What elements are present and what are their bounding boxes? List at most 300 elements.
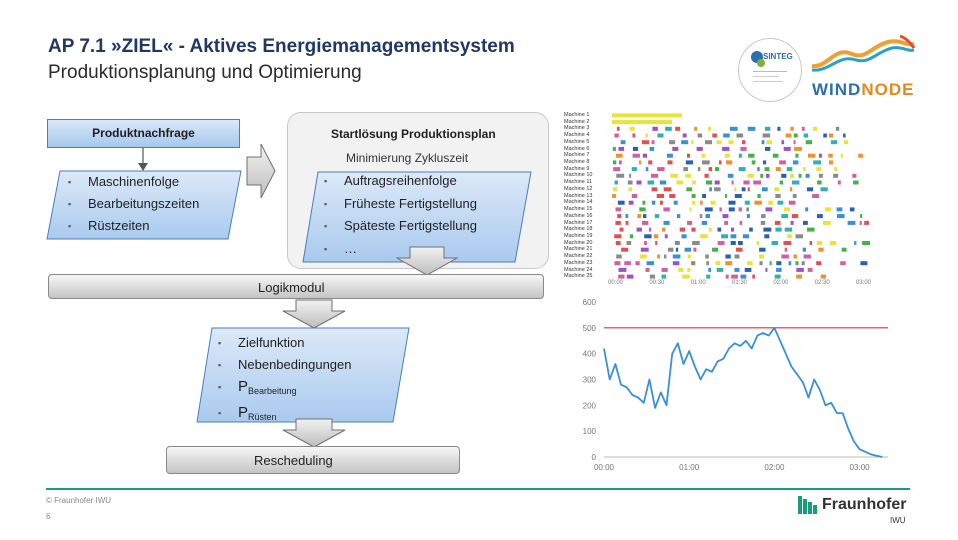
logic-item-p-bearbeitung: ▪ $P_{Bearbeitung}$ [218, 376, 352, 402]
gantt-bar [803, 248, 806, 252]
start-item: ▪ Früheste Fertigstellung [324, 193, 477, 216]
gantt-bar [619, 147, 625, 151]
gantt-bar [616, 174, 624, 178]
gantt-bar [808, 268, 813, 272]
gantt-bar [741, 275, 747, 279]
gantt-bar [762, 187, 768, 191]
rescheduling-label: Rescheduling [254, 453, 333, 468]
gantt-machine-label: Machine 17 [564, 219, 593, 226]
gantt-bar [660, 201, 663, 205]
gantt-bar [657, 255, 660, 259]
gantt-bar [737, 134, 744, 138]
gantt-bar [651, 174, 658, 178]
gantt-bar [757, 194, 760, 198]
gantt-bar [715, 181, 720, 185]
gantt-bar [667, 154, 673, 158]
gantt-bar [657, 134, 663, 138]
gantt-bar [616, 255, 622, 259]
gantt-bar [860, 261, 867, 265]
fraunhofer-sub: IWU [890, 516, 906, 525]
gantt-bar [752, 275, 755, 279]
gantt-bar [675, 241, 680, 245]
gantt-bar [706, 275, 710, 279]
gantt-bar [693, 248, 696, 252]
gantt-bar [615, 221, 620, 225]
gantt-bar [685, 174, 691, 178]
gantt-machine-label: Machine 25 [564, 273, 593, 280]
gantt-bar [787, 234, 792, 238]
gantt-bar [739, 167, 746, 171]
gantt-bar [662, 268, 668, 272]
gantt-machine-label: Machine 22 [564, 253, 593, 260]
gantt-bar [619, 268, 627, 272]
gantt-machine-label: Machine 8 [564, 159, 590, 166]
gantt-bar [842, 248, 847, 252]
gantt-bar [689, 207, 691, 211]
gantt-bar [742, 140, 745, 144]
gantt-machine-label: Machine 18 [564, 226, 593, 233]
gantt-bar [765, 147, 770, 151]
y-tick-label: 100 [582, 427, 596, 437]
gantt-bar [692, 241, 700, 245]
gantt-machine-label: Machine 2 [564, 118, 590, 125]
gantt-bar [794, 147, 802, 151]
gantt-bar [730, 127, 738, 131]
copyright: © Fraunhofer IWU [46, 496, 112, 505]
gantt-bar [618, 201, 625, 205]
gantt-bar [781, 174, 786, 178]
x-tick-label: 00:00 [593, 463, 615, 472]
gantt-machine-label: Machine 11 [564, 179, 593, 186]
down-block-arrow-icon [396, 246, 458, 276]
gantt-bar [698, 134, 703, 138]
gantt-bar [775, 194, 780, 198]
gantt-bar [708, 268, 711, 272]
gantt-bar [648, 160, 652, 164]
gantt-bar [682, 234, 687, 238]
gantt-bar [836, 127, 839, 131]
gantt-bar [817, 241, 822, 245]
gantt-bar [729, 201, 736, 205]
gantt-bar [821, 187, 828, 191]
gantt-bar [731, 228, 734, 232]
gantt-bar [700, 201, 703, 205]
gantt-bar [725, 261, 732, 265]
y-tick-label: 300 [582, 375, 596, 385]
logic-list [218, 332, 352, 428]
gantt-machine-label: Machine 19 [564, 232, 593, 239]
gantt-bar [743, 234, 749, 238]
gantt-bar [760, 174, 763, 178]
gantt-bar [663, 207, 669, 211]
gantt-x-tick: 00:00 [608, 280, 624, 286]
gantt-bar [768, 201, 773, 205]
gantt-bar [646, 167, 649, 171]
start-item: ▪ … [324, 238, 477, 261]
gantt-bar [761, 214, 766, 218]
gantt-bar [837, 214, 845, 218]
gantt-bar [774, 187, 779, 191]
gantt-bar [712, 134, 717, 138]
gantt-bar [669, 194, 675, 198]
gantt-bar [668, 160, 673, 164]
gantt-bar [723, 134, 730, 138]
demand-box [47, 119, 240, 148]
gantt-bar [725, 154, 730, 158]
gantt-bar [724, 221, 728, 225]
gantt-bar [616, 241, 621, 245]
slide-subtitle: Produktionsplanung und Optimierung [48, 62, 362, 83]
gantt-bar [637, 214, 641, 218]
gantt-bar [709, 187, 712, 191]
gantt-bar [787, 167, 793, 171]
gantt-bar [697, 147, 703, 151]
gantt-bar [793, 194, 797, 198]
gantt-bar [786, 134, 792, 138]
gantt-bar [728, 174, 734, 178]
gantt-bar [784, 207, 790, 211]
gantt-bar [614, 234, 621, 238]
gantt-bar [747, 261, 753, 265]
gantt-bar [803, 167, 806, 171]
gantt-machine-label: Machine 20 [564, 239, 593, 246]
gantt-bar [819, 174, 823, 178]
gantt-bar [790, 187, 792, 191]
gantt-bar [621, 140, 626, 144]
gantt-bar [813, 160, 821, 164]
gantt-bar [721, 234, 728, 238]
gantt-bar [719, 160, 722, 164]
gantt-bar [674, 201, 678, 205]
gantt-bar [633, 134, 636, 138]
gantt-bar [642, 201, 645, 205]
gantt-bar [781, 140, 784, 144]
gantt-bar [776, 167, 781, 171]
gantt-bar [806, 140, 812, 144]
gantt-bar [753, 181, 761, 185]
gantt-machine-label: Machine 21 [564, 246, 593, 253]
gantt-bar [796, 268, 804, 272]
gantt-bar [781, 214, 788, 218]
y-tick-label: 600 [582, 298, 596, 307]
gantt-bar [702, 154, 706, 158]
gantt-bar [734, 187, 736, 191]
gantt-bars [608, 112, 884, 280]
gantt-bar [726, 275, 729, 279]
gantt-bar [644, 234, 651, 238]
gantt-bar [862, 241, 870, 245]
gantt-bar [796, 234, 804, 238]
gantt-bar [706, 214, 711, 218]
gantt-machine-label: Machine 6 [564, 145, 590, 152]
gantt-bar [729, 207, 735, 211]
gantt-bar [613, 147, 616, 151]
gantt-bar [635, 261, 639, 265]
gantt-bar [626, 221, 629, 225]
page-number: 6 [46, 512, 51, 521]
gantt-bar [763, 228, 771, 232]
gantt-bar [613, 167, 620, 171]
gantt-bar [706, 261, 709, 265]
gantt-bar [630, 234, 633, 238]
gantt-bar [660, 181, 666, 185]
y-tick-label: 400 [582, 349, 596, 359]
gantt-bar [763, 134, 771, 138]
gantt-bar [686, 187, 692, 191]
gantt-bar [632, 194, 638, 198]
gantt-bar [726, 160, 732, 164]
gantt-bar [637, 181, 642, 185]
gantt-bar [652, 201, 656, 205]
gantt-bar [775, 221, 781, 225]
gantt-bar [624, 261, 631, 265]
gantt-bar [673, 255, 681, 259]
gantt-bar [685, 248, 692, 252]
gantt-bar [766, 174, 770, 178]
gantt-bar [718, 228, 722, 232]
gantt-bar [614, 134, 618, 138]
gantt-bar [752, 160, 756, 164]
gantt-bar [711, 201, 716, 205]
gantt-bar [691, 261, 695, 265]
gantt-x-tick: 02:30 [814, 280, 830, 286]
gantt-bar [641, 248, 649, 252]
gantt-bar [647, 261, 654, 265]
gantt-bar [650, 147, 655, 151]
gantt-bar [672, 147, 678, 151]
gantt-machine-label: Machine 3 [564, 125, 590, 132]
gantt-bar [823, 134, 827, 138]
gantt-bar [840, 261, 846, 265]
gantt-x-axis [608, 280, 884, 290]
gantt-bar [757, 241, 759, 245]
gantt-bar [612, 194, 616, 198]
gantt-bar [643, 214, 646, 218]
gantt-bar [681, 140, 688, 144]
gantt-bar [779, 160, 786, 164]
gantt-bar [790, 127, 793, 131]
gantt-bar [676, 248, 678, 252]
gantt-bar [740, 147, 746, 151]
gantt-machine-label: Machine 24 [564, 266, 593, 273]
gantt-bar [843, 134, 846, 138]
gantt-bar [705, 140, 712, 144]
gantt-x-tick: 02:00 [773, 280, 789, 286]
demand-item: ▪ Bearbeitungszeiten [68, 193, 199, 215]
y-tick-label: 200 [582, 401, 596, 411]
gantt-bar [860, 221, 862, 225]
sinteg-text: SINTEG [763, 52, 793, 61]
gantt-bar [729, 140, 734, 144]
gantt-bar [732, 181, 734, 185]
gantt-bar [813, 127, 817, 131]
gantt-bar [646, 268, 650, 272]
gantt-bar [776, 268, 782, 272]
windnode-wave-icon [810, 32, 915, 77]
gantt-bar [673, 261, 680, 265]
gantt-bar [680, 228, 685, 232]
gantt-bar [743, 181, 749, 185]
gantt-bar [739, 207, 742, 211]
gantt-bar [791, 221, 794, 225]
gantt-bar [627, 275, 634, 279]
gantt-bar [694, 127, 697, 131]
gantt-machine-label: Machine 15 [564, 206, 593, 213]
down-block-arrow-icon [282, 418, 346, 448]
gantt-bar [784, 241, 792, 245]
gantt-bar [702, 221, 707, 225]
gantt-bar [805, 207, 808, 211]
gantt-bar [702, 160, 710, 164]
gantt-bar [806, 174, 810, 178]
gantt-bar [850, 207, 855, 211]
gantt-bar [848, 221, 856, 225]
gantt-chart [564, 112, 884, 290]
gantt-bar [858, 154, 863, 158]
gantt-bar [738, 241, 743, 245]
gantt-bar [687, 268, 690, 272]
gantt-bar [731, 241, 736, 245]
gantt-machine-label: Machine 1 [564, 112, 590, 118]
gantt-bar [735, 255, 740, 259]
gantt-bar [770, 261, 772, 265]
gantt-bar [706, 181, 712, 185]
gantt-bar [617, 214, 621, 218]
gantt-bar [766, 140, 772, 144]
gantt-bar [692, 201, 695, 205]
gantt-bar [691, 228, 695, 232]
gantt-bar [705, 207, 713, 211]
gantt-bar [864, 221, 869, 225]
gantt-bar [776, 261, 781, 265]
gantt-bar [778, 201, 784, 205]
gantt-bar [662, 228, 665, 232]
gantt-bar [642, 221, 648, 225]
gantt-bar [762, 140, 765, 144]
gantt-bar [650, 275, 655, 279]
gantt-bar [790, 174, 794, 178]
gantt-bar [745, 201, 750, 205]
gantt-bar [682, 275, 690, 279]
gantt-machine-label: Machine 23 [564, 259, 593, 266]
logic-item-p-ruesten: ▪ $P_{Rüsten}$ [218, 402, 352, 428]
gantt-bar [777, 127, 780, 131]
gantt-bar [715, 167, 719, 171]
gantt-bar [633, 154, 640, 158]
gantt-bar [792, 214, 798, 218]
gantt-bar [736, 248, 743, 252]
gantt-bar [691, 140, 694, 144]
gantt-bar [739, 154, 742, 158]
sinteg-logo [738, 38, 802, 102]
gantt-bar [629, 174, 631, 178]
gantt-bar [654, 234, 659, 238]
fraunhofer-logo [798, 494, 918, 528]
gantt-bar [657, 194, 664, 198]
demand-item: ▪ Maschinenfolge [68, 171, 199, 193]
gantt-bar [816, 167, 821, 171]
gantt-bar [825, 207, 831, 211]
gantt-machine-label: Machine 7 [564, 152, 590, 159]
x-tick-label: 03:00 [849, 463, 870, 472]
gantt-bar [785, 248, 788, 252]
gantt-bar [785, 228, 792, 232]
load-line-chart [566, 292, 906, 478]
gantt-bar [687, 154, 690, 158]
gantt-bar [627, 241, 632, 245]
gantt-bar [725, 194, 727, 198]
right-block-arrow-icon [246, 143, 276, 199]
gantt-bar [854, 241, 856, 245]
start-item: ▪ Späteste Fertigstellung [324, 215, 477, 238]
gantt-bar [834, 167, 837, 171]
gantt-bar [745, 268, 752, 272]
gantt-bar [644, 241, 647, 245]
gantt-bar [747, 214, 750, 218]
series-line [604, 328, 882, 457]
gantt-bar [817, 214, 823, 218]
gantt-bar [618, 275, 624, 279]
gantt-bar [705, 255, 709, 259]
gantt-bar [789, 201, 796, 205]
gantt-bar [757, 167, 759, 171]
gantt-bar [810, 241, 812, 245]
gantt-bar [645, 134, 648, 138]
gantt-bar [657, 167, 665, 171]
gantt-bar [766, 207, 773, 211]
footer-line [46, 488, 910, 490]
gantt-bar [617, 127, 620, 131]
logic-module-label: Logikmodul [258, 280, 325, 295]
gantt-bar [655, 241, 657, 245]
gantt-bar [649, 228, 651, 232]
gantt-bar [688, 255, 691, 259]
gantt-bar [804, 134, 808, 138]
gantt-machine-label: Machine 9 [564, 165, 590, 172]
gantt-bar [775, 275, 781, 279]
gantt-x-tick: 01:30 [732, 280, 748, 286]
gantt-bar [664, 187, 672, 191]
gantt-bar [683, 134, 687, 138]
gantt-bar [616, 154, 623, 158]
gantt-bar [676, 181, 683, 185]
gantt-bar [670, 174, 678, 178]
down-block-arrow-icon [282, 299, 346, 329]
gantt-bar [709, 228, 712, 232]
gantt-bar [731, 275, 738, 279]
gantt-bar [664, 255, 666, 259]
gantt-bar [804, 255, 811, 259]
gantt-bar [818, 248, 823, 252]
gantt-bar [717, 268, 724, 272]
gantt-bar [746, 207, 749, 211]
gantt-bar [633, 147, 638, 151]
gantt-bar [678, 268, 683, 272]
gantt-bar [683, 167, 688, 171]
gantt-bar [714, 187, 721, 191]
gantt-bar [852, 174, 856, 178]
gantt-bar [709, 167, 713, 171]
gantt-bar [613, 160, 616, 164]
x-tick-label: 02:00 [764, 463, 785, 472]
gantt-bar [614, 261, 620, 265]
gantt-bar [715, 261, 720, 265]
gantt-bar [748, 174, 754, 178]
gantt-bar [720, 207, 722, 211]
gantt-bar [700, 214, 703, 218]
gantt-bar [664, 221, 670, 225]
windnode-wind-text: WIND [812, 80, 862, 99]
